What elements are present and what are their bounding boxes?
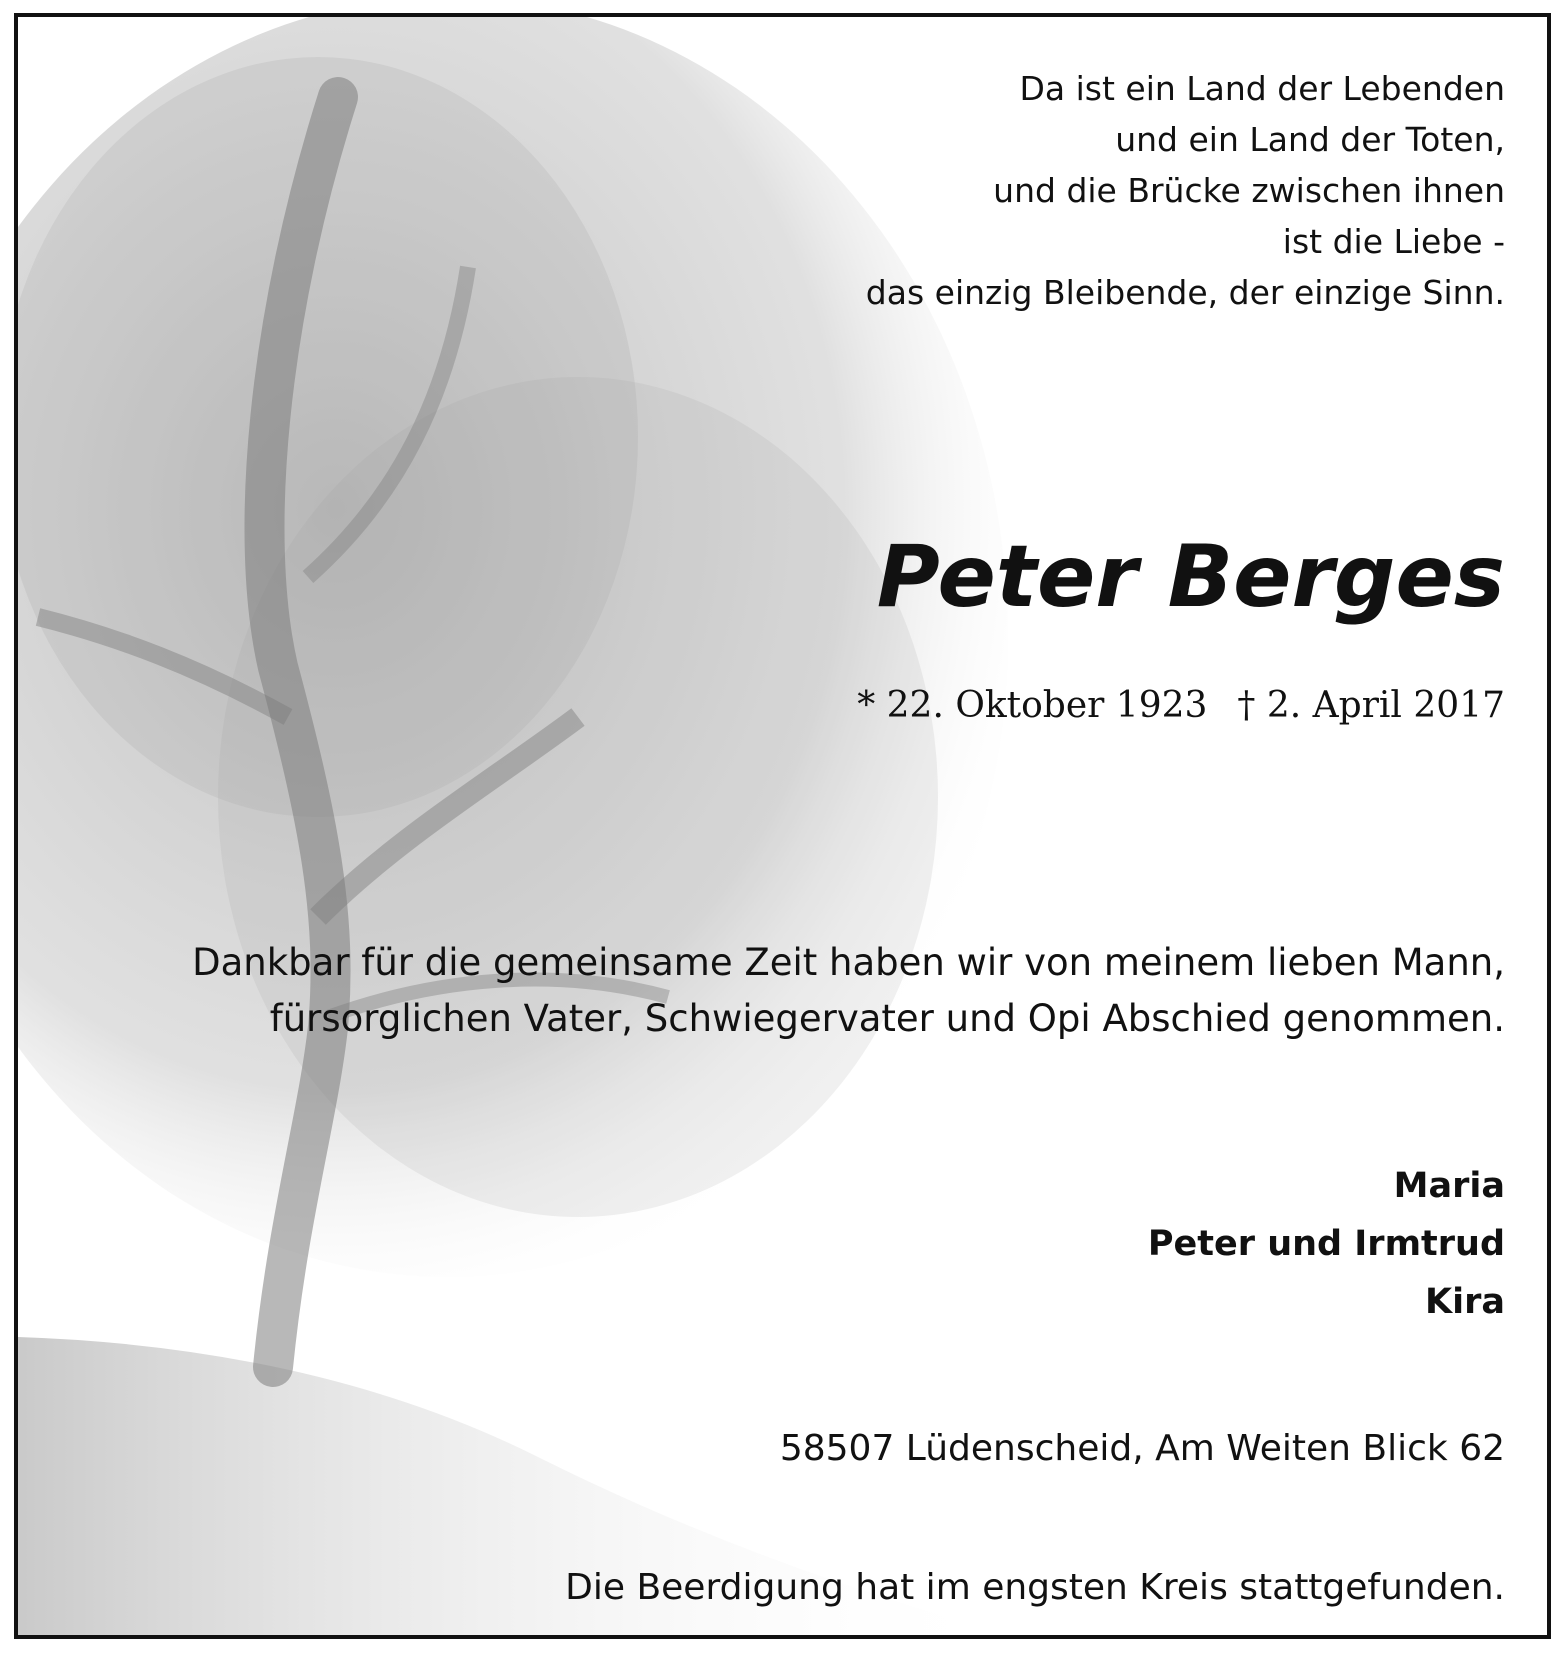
poem-line: und ein Land der Toten, [1115, 120, 1505, 159]
poem [866, 63, 1505, 318]
family-address: 58507 Lüdenscheid, Am Weiten Blick 62 [779, 1428, 1505, 1469]
farewell-message [192, 935, 1505, 1047]
poem-line: und die Brücke zwischen ihnen [993, 171, 1505, 210]
death-date: † 2. April 2017 [1237, 685, 1505, 726]
message-line: fürsorglichen Vater, Schwiegervater und Opi Abschied genommen. [269, 997, 1505, 1040]
life-dates [857, 685, 1505, 726]
message-line: Dankbar für die gemeinsame Zeit haben wir von meinem lieben Mann, [192, 941, 1505, 984]
mourners-list [1148, 1157, 1505, 1331]
deceased-name: Peter Berges [876, 527, 1505, 627]
birth-date: * 22. Oktober 1923 [857, 685, 1208, 726]
obituary-frame [14, 13, 1551, 1639]
poem-line: ist die Liebe - [1282, 222, 1505, 261]
mourner-name: Maria [1393, 1166, 1505, 1206]
funeral-note: Die Beerdigung hat im engsten Kreis stattgefunden. [565, 1567, 1505, 1608]
poem-line: das einzig Bleibende, der einzige Sinn. [865, 273, 1505, 312]
mourner-name: Peter und Irmtrud [1147, 1224, 1505, 1264]
poem-line: Da ist ein Land der Lebenden [1019, 69, 1505, 108]
mourner-name: Kira [1425, 1282, 1505, 1322]
